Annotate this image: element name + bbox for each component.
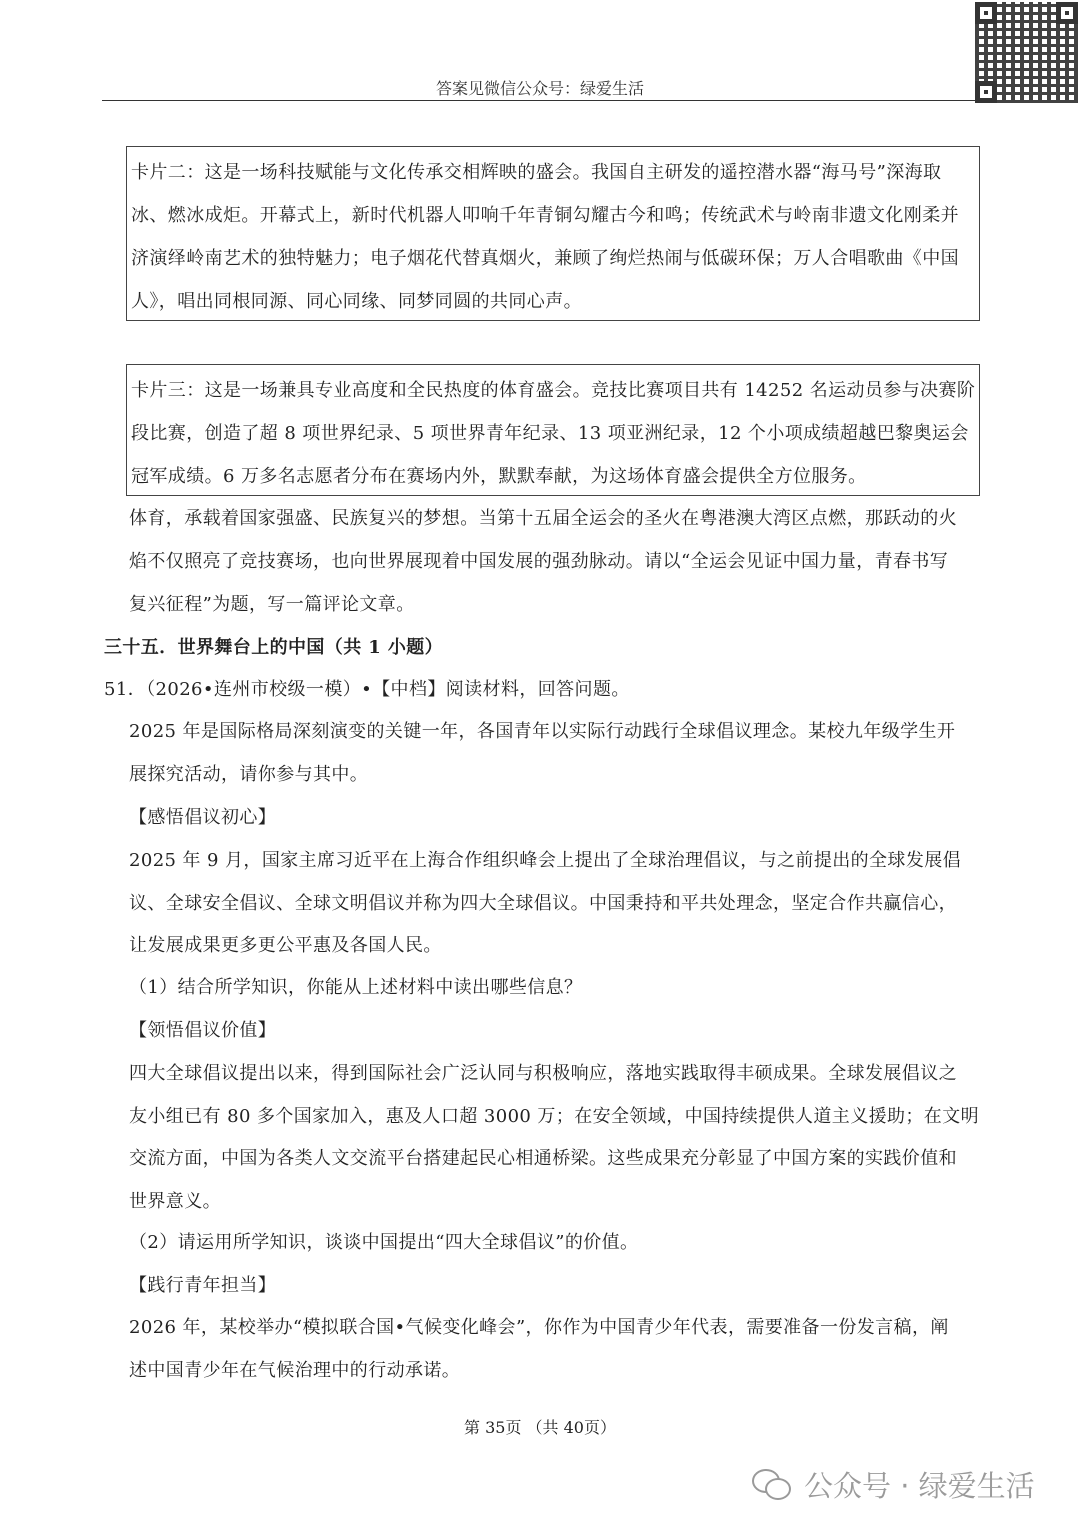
card-line: 人》，唱出同根同源、同心同缘、同梦同圆的共同心声。 [131, 291, 582, 312]
sub-question: （2）请运用所学知识，谈谈中国提出“四大全球倡议”的价值。 [129, 1232, 639, 1253]
page-footer: 第 35页 （共 40页） [464, 1418, 616, 1437]
card-line: 段比赛，创造了超 8 项世界纪录、5 项世界青年纪录、13 项亚洲纪录，12 个小项成绩超越巴黎奥运会 [131, 423, 969, 444]
header-divider [102, 100, 982, 101]
brand-label: 公众号 · 绿爱生活 [804, 1468, 1035, 1503]
prompt-line: 复兴征程”为题，写一篇评论文章。 [129, 594, 415, 615]
card-line: 冰、燃冰成炬。开幕式上，新时代机器人叩响千年青铜勾耀古今和鸣；传统武术与岭南非遗文化刚柔并 [131, 205, 959, 226]
subheading: 【感悟倡议初心】 [129, 807, 277, 828]
material-line: 2026 年，某校举办“模拟联合国•气候变化峰会”，你作为中国青少年代表，需要准备一份发言稿，阐 [129, 1317, 949, 1338]
material-line: 友小组已有 80 多个国家加入，惠及人口超 3000 万；在安全领域，中国持续提供人道主义援助；在文明 [129, 1106, 979, 1127]
section-heading: 三十五．世界舞台上的中国（共 1 小题） [104, 637, 444, 658]
intro-line: 2025 年是国际格局深刻演变的关键一年，各国青年以实际行动践行全球倡议理念。某校九年级学生开 [129, 721, 956, 742]
wechat-icon [752, 1467, 792, 1501]
material-line: 让发展成果更多更公平惠及各国人民。 [129, 935, 442, 956]
card-line: 卡片二：这是一场科技赋能与文化传承交相辉映的盛会。我国自主研发的遥控潜水器“海马号”深海取 [131, 162, 942, 183]
prompt-line: 焰不仅照亮了竞技赛场，也向世界展现着中国发展的强劲脉动。请以“全运会见证中国力量，青春书写 [129, 551, 949, 572]
material-line: 述中国青少年在气候治理中的行动承诺。 [129, 1360, 461, 1381]
card-line: 济演绎岭南艺术的独特魅力；电子烟花代替真烟火，兼顾了绚烂热闹与低碳环保；万人合唱歌曲《中国 [131, 248, 959, 269]
subheading: 【践行青年担当】 [129, 1275, 277, 1296]
sub-question: （1）结合所学知识，你能从上述材料中读出哪些信息？ [129, 977, 583, 998]
intro-line: 展探究活动，请你参与其中。 [129, 764, 369, 785]
account-brand[interactable] [752, 1462, 1035, 1506]
page-header: 答案见微信公众号：绿爱生活 [435, 79, 644, 98]
card-three [126, 364, 980, 496]
card-line: 冠军成绩。6 万多名志愿者分布在赛场内外，默默奉献，为这场体育盛会提供全方位服务。 [131, 466, 867, 487]
material-line: 四大全球倡议提出以来，得到国际社会广泛认同与积极响应，落地实践取得丰硕成果。全球发展倡议之 [129, 1063, 957, 1084]
question-header: 51．（2026•连州市校级一模）•【中档】阅读材料，回答问题。 [104, 679, 630, 700]
material-line: 交流方面，中国为各类人文交流平台搭建起民心相通桥梁。这些成果充分彰显了中国方案的实践价值和 [129, 1148, 957, 1169]
card-two [126, 146, 980, 321]
material-line: 2025 年 9 月，国家主席习近平在上海合作组织峰会上提出了全球治理倡议，与之前提出的全球发展倡 [129, 850, 962, 871]
prompt-line: 体育，承载着国家强盛、民族复兴的梦想。当第十五届全运会的圣火在粤港澳大湾区点燃，那跃动的火 [129, 508, 957, 529]
material-line: 世界意义。 [129, 1191, 221, 1212]
subheading: 【领悟倡议价值】 [129, 1020, 277, 1041]
card-line: 卡片三：这是一场兼具专业高度和全民热度的体育盛会。竞技比赛项目共有 14252 名运动员参与决赛阶 [131, 380, 976, 401]
material-line: 议、全球安全倡议、全球文明倡议并称为四大全球倡议。中国秉持和平共处理念，坚定合作共赢信心， [129, 893, 957, 914]
